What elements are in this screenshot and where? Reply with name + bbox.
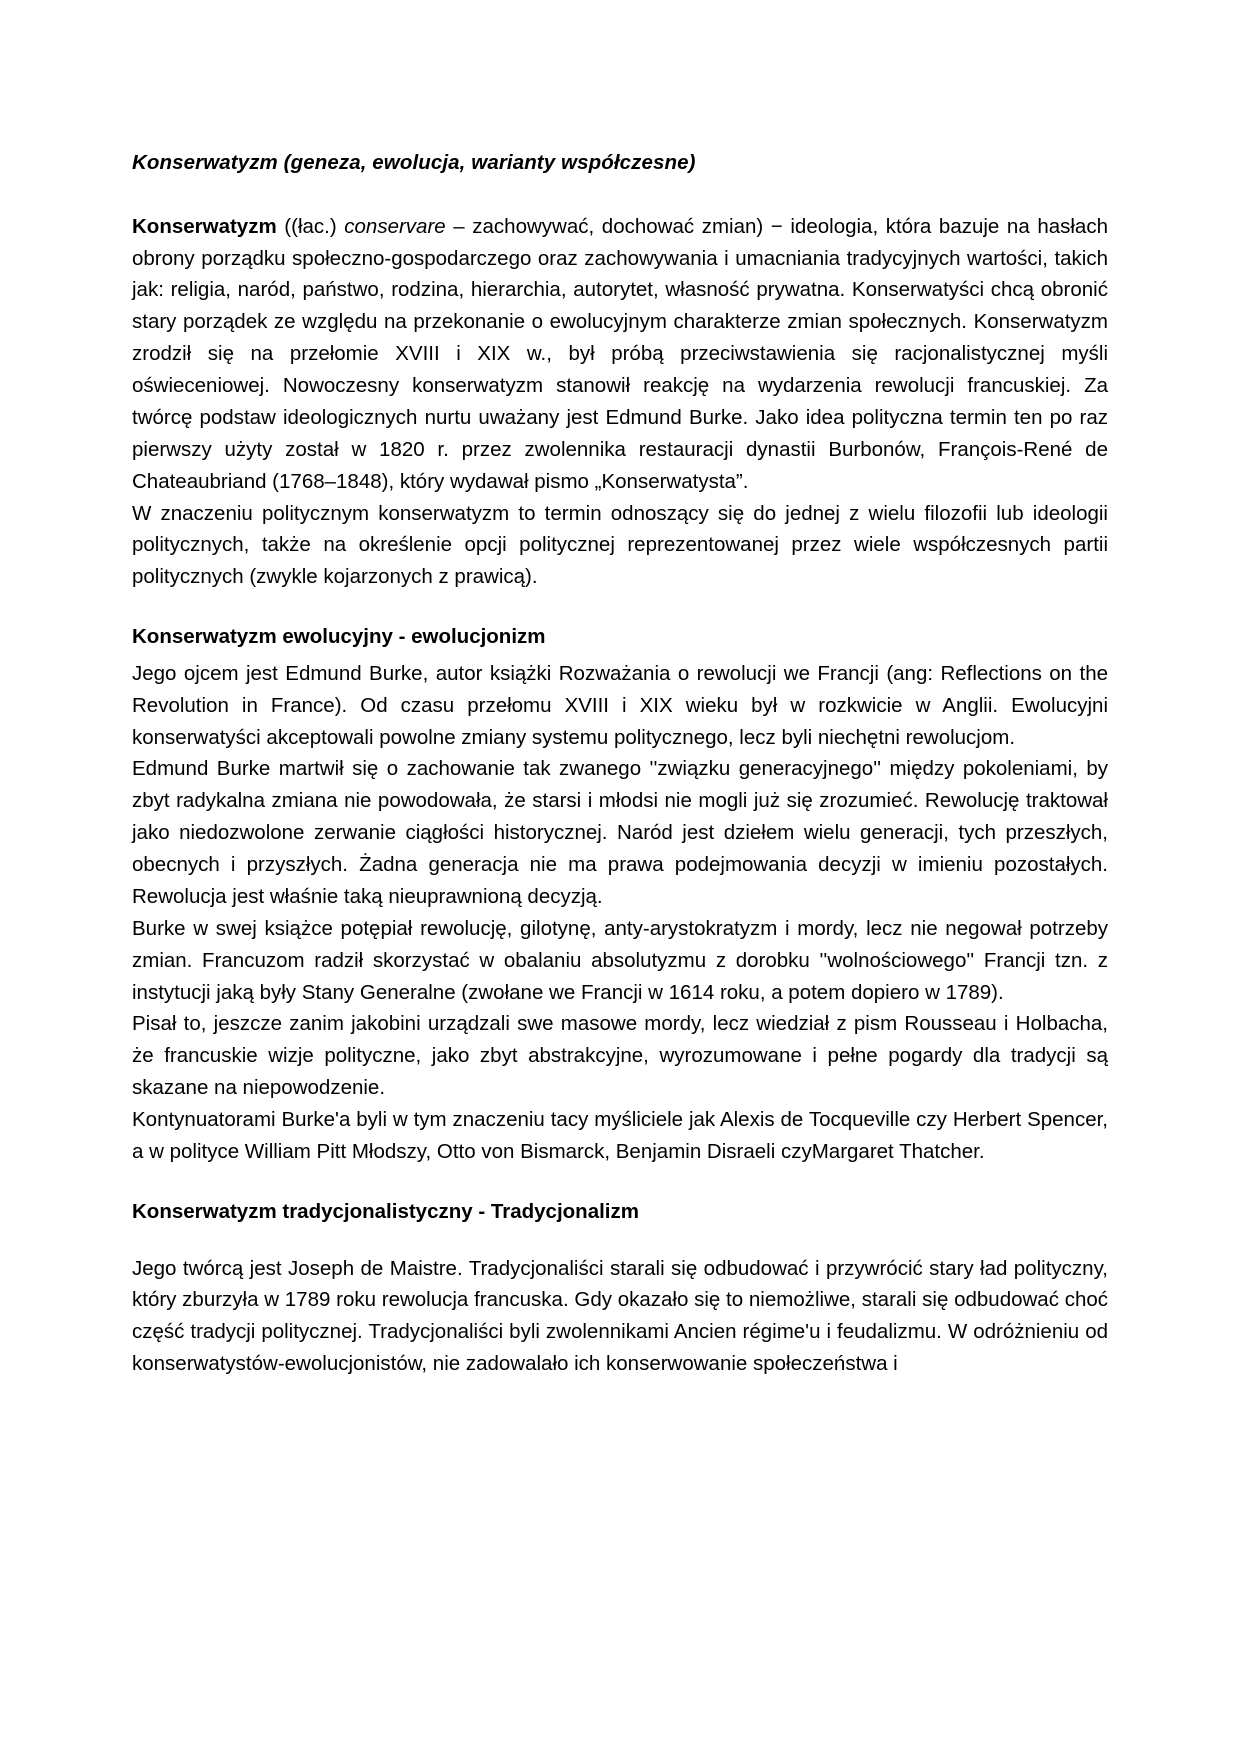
section-body-ewolucjonizm (132, 658, 1108, 1168)
intro-block (132, 211, 1108, 594)
section-heading-tradycjonalizm: Konserwatyzm tradycjonalistyczny - Tradycjonalizm (132, 1199, 639, 1223)
paragraph: Kontynuatorami Burke'a byli w tym znaczeniu tacy myśliciele jak Alexis de Tocqueville czy Herbert Spencer, a w polityce William Pitt Młodszy, Otto von Bismarck, Benjamin Disraeli czyMargaret Thatcher. (132, 1108, 1108, 1163)
paragraph: Edmund Burke martwił się o zachowanie tak zwanego ''związku generacyjnego'' między pokoleniami, by zbyt radykalna zmiana nie powodowała, że starsi i młodsi nie mogli już się zrozumieć. Rewolucję traktował jako niedozwolone zerwanie ciągłości historycznej. Naród jest dziełem wielu generacji, tych przeszłych, obecnych i przyszłych. Żadna generacja nie ma prawa podejmowania decyzji w imieniu pozostałych. Rewolucja jest właśnie taką nieuprawnioną decyzją. (132, 757, 1108, 908)
intro-term: Konserwatyzm (132, 214, 277, 238)
paragraph: Jego ojcem jest Edmund Burke, autor książki Rozważania o rewolucji we Francji (ang: Reflections on the Revolution in France). Od czasu przełomu XVIII i XIX wieku był w rozkwicie w Anglii. Ewolucyjni konserwatyści akceptowali powolne zmiany systemu politycznego, lecz byli niechętni rewolucjom. (132, 661, 1108, 749)
paragraph: Jego twórcą jest Joseph de Maistre. Tradycjonaliści starali się odbudować i przywrócić stary ład polityczny, który zburzyła w 1789 roku rewolucja francuska. Gdy okazało się to niemożliwe, starali się odbudować choć część tradycji politycznej. Tradycjonaliści byli zwolennikami Ancien régime'u i feudalizmu. W odróżnieniu od konserwatystów-ewolucjonistów, nie zadowalało ich konserwowanie społeczeństwa i (132, 1256, 1108, 1376)
intro-second-paragraph: W znaczeniu politycznym konserwatyzm to termin odnoszący się do jednej z wielu filozofii lub ideologii politycznych, także na określenie opcji politycznej reprezentowanej przez wiele współczesnych partii politycznych (zwykle kojarzonych z prawicą). (132, 501, 1108, 589)
intro-paragraph (132, 211, 1108, 498)
intro-latin-word: conservare (344, 214, 446, 238)
paragraph: Pisał to, jeszcze zanim jakobini urządzali swe masowe mordy, lecz wiedział z pism Rousseau i Holbacha, że francuskie wizje polityczne, jako zbyt abstrakcyjne, wyrozumowane i pełne pogardy dla tradycji są skazane na niepowodzenie. (132, 1012, 1108, 1100)
paragraph: Burke w swej książce potępiał rewolucję, gilotynę, anty-arystokratyzm i mordy, lecz nie negował potrzeby zmian. Francuzom radził skorzystać w obalaniu absolutyzmu z dorobku ''wolnościowego'' Francji tzn. z instytucji jaką były Stany Generalne (zwołane we Francji w 1614 roku, a potem dopiero w 1789). (132, 916, 1108, 1004)
intro-latin-prefix: ((łac.) (276, 214, 345, 238)
page-title: Konserwatyzm (geneza, ewolucja, warianty współczesne) (132, 151, 696, 174)
section-heading-ewolucjonizm: Konserwatyzm ewolucyjny - ewolucjonizm (132, 625, 546, 649)
section-body-tradycjonalizm (132, 1253, 1108, 1381)
intro-definition: – zachowywać, dochować zmian) − ideologia, która bazuje na hasłach obrony porządku społeczno-gospodarczego oraz zachowywania i umacniania tradycyjnych wartości, takich jak: religia, naród, państwo, rodzina, hierarchia, autorytet, własność prywatna. Konserwatyści chcą obronić stary porządek ze względu na przekonanie o ewolucyjnym charakterze zmian społecznych. Konserwatyzm zrodził się na przełomie XVIII i XIX w., był próbą przeciwstawienia się racjonalistycznej myśli oświeceniowej. Nowoczesny konserwatyzm stanowił reakcję na wydarzenia rewolucji francuskiej. Za twórcę podstaw ideologicznych nurtu uważany jest Edmund Burke. Jako idea polityczna termin ten po raz pierwszy użyty został w 1820 r. przez zwolennika restauracji dynastii Burbonów, François-René de Chateaubriand (1768–1848), który wydawał pismo „Konserwatysta”. (132, 214, 1108, 493)
